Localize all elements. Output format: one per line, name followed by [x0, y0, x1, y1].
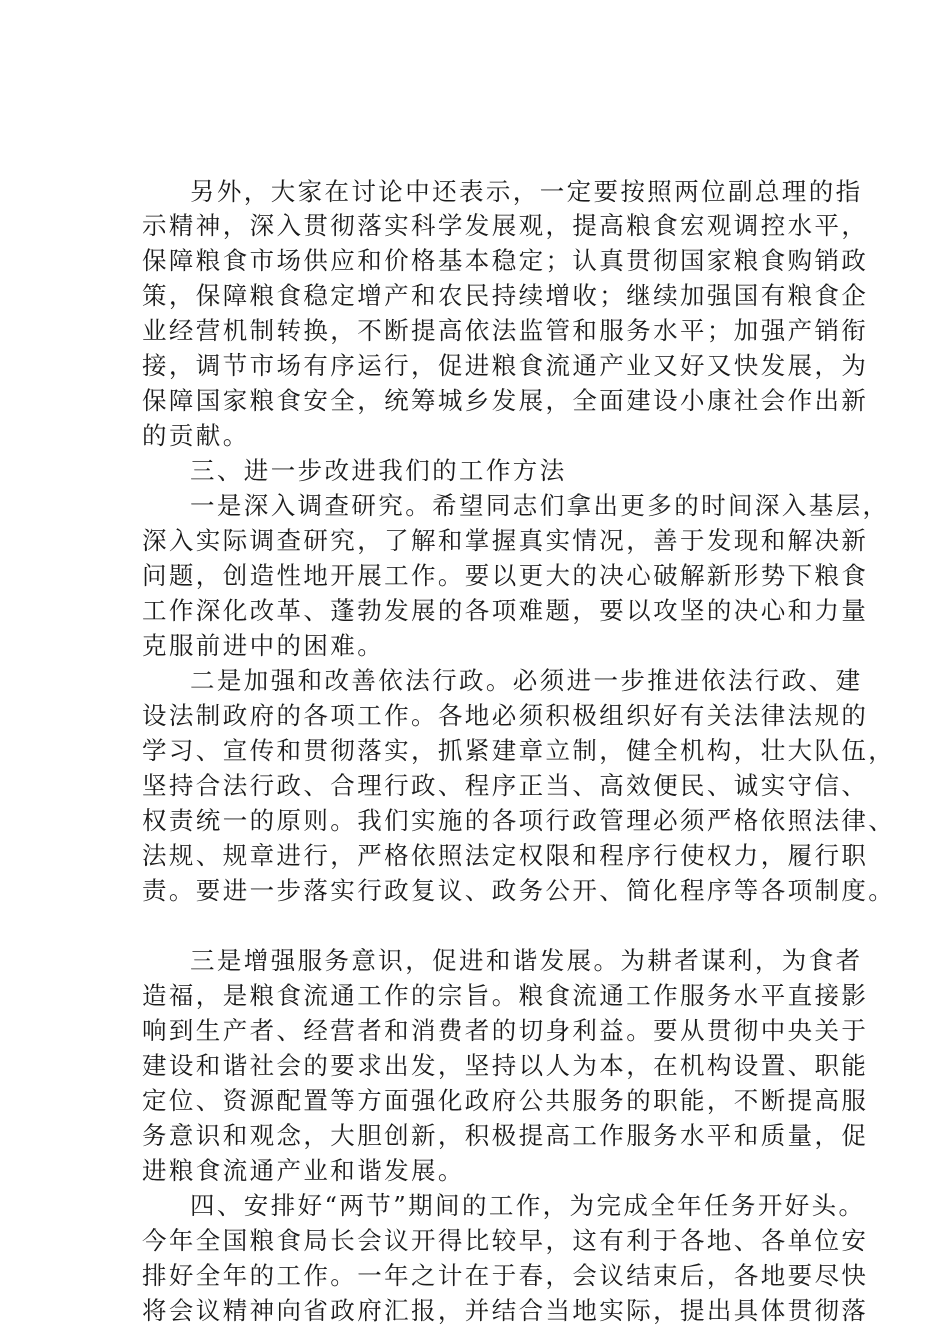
paragraph-line: 今年全国粮食局长会议开得比较早，这有利于各地、各单位安: [142, 1226, 869, 1255]
paragraph-line: 造福，是粮食流通工作的宗旨。粮食流通工作服务水平直接影: [142, 981, 869, 1010]
paragraph-line: 排好全年的工作。一年之计在于春，会议结束后，各地要尽快: [142, 1261, 869, 1290]
paragraph-line: 问题，创造性地开展工作。要以更大的决心破解新形势下粮食: [142, 561, 869, 590]
paragraph-line: 学习、宣传和贯彻落实，抓紧建章立制，健全机构，壮大队伍，: [142, 736, 896, 765]
paragraph-line: 二是加强和改善依法行政。必须进一步推进依法行政、建: [190, 666, 863, 695]
paragraph-line: 接，调节市场有序运行，促进粮食流通产业又好又快发展，为: [142, 351, 869, 380]
paragraph-line: 三是增强服务意识，促进和谐发展。为耕者谋利，为食者: [190, 946, 863, 975]
paragraph-line: 设法制政府的各项工作。各地必须积极组织好有关法律法规的: [142, 701, 869, 730]
paragraph-line: 业经营机制转换，不断提高依法监管和服务水平；加强产销衔: [142, 316, 869, 345]
paragraph-line: 策，保障粮食稳定增产和农民持续增收；继续加强国有粮食企: [142, 281, 869, 310]
paragraph-line: 责。要进一步落实行政复议、政务公开、简化程序等各项制度。: [142, 876, 896, 905]
paragraph-line: 定位、资源配置等方面强化政府公共服务的职能，不断提高服: [142, 1086, 869, 1115]
paragraph-line: 工作深化改革、蓬勃发展的各项难题，要以攻坚的决心和力量: [142, 596, 869, 625]
paragraph-line: 法规、规章进行，严格依照法定权限和程序行使权力，履行职: [142, 841, 869, 870]
section-heading: 三、进一步改进我们的工作方法: [190, 456, 567, 485]
paragraph-line: 进粮食流通产业和谐发展。: [142, 1156, 465, 1185]
paragraph-line: 深入实际调查研究，了解和掌握真实情况，善于发现和解决新: [142, 526, 869, 555]
paragraph-line: 克服前进中的困难。: [142, 631, 385, 660]
paragraph-line: 建设和谐社会的要求出发，坚持以人为本，在机构设置、职能: [142, 1051, 869, 1080]
section-heading: 四、安排好“两节”期间的工作，为完成全年任务开好头。: [190, 1191, 866, 1220]
paragraph-line: 将会议精神向省政府汇报，并结合当地实际，提出具体贯彻落: [142, 1296, 869, 1325]
paragraph-line: 示精神，深入贯彻落实科学发展观，提高粮食宏观调控水平，: [142, 211, 869, 240]
paragraph-line: 权责统一的原则。我们实施的各项行政管理必须严格依照法律、: [142, 806, 896, 835]
paragraph-line: 的贡献。: [142, 421, 250, 450]
paragraph-line: 另外，大家在讨论中还表示，一定要按照两位副总理的指: [190, 177, 863, 206]
paragraph-line: 务意识和观念，大胆创新，积极提高工作服务水平和质量，促: [142, 1121, 869, 1150]
paragraph-line: 一是深入调查研究。希望同志们拿出更多的时间深入基层，: [190, 491, 890, 520]
paragraph-line: 响到生产者、经营者和消费者的切身利益。要从贯彻中央关于: [142, 1016, 869, 1045]
paragraph-line: 保障国家粮食安全，统筹城乡发展，全面建设小康社会作出新: [142, 386, 869, 415]
paragraph-line: 坚持合法行政、合理行政、程序正当、高效便民、诚实守信、: [142, 771, 869, 800]
paragraph-line: 保障粮食市场供应和价格基本稳定；认真贯彻国家粮食购销政: [142, 246, 869, 275]
